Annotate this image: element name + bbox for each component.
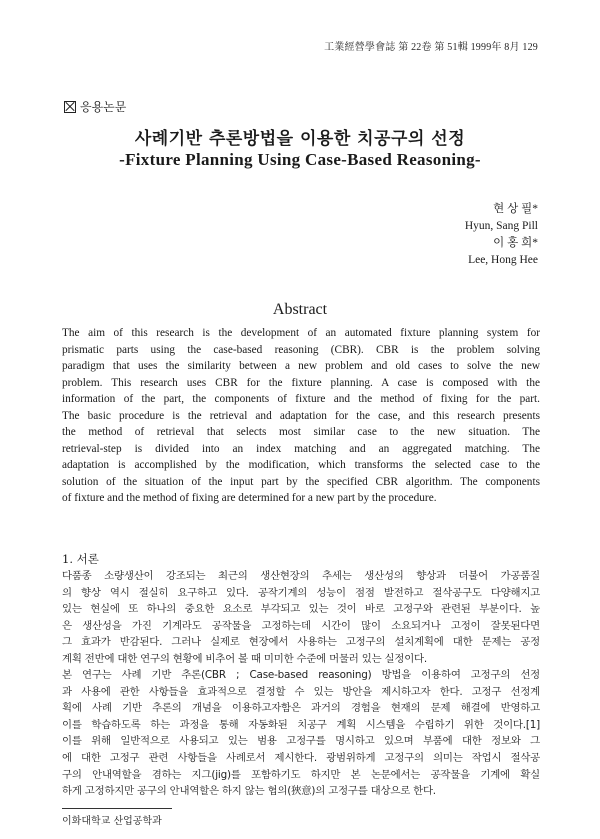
title-english: -Fixture Planning Using Case-Based Reasoning- [119, 150, 481, 169]
author-name: 이 홍 희* [493, 237, 538, 249]
abstract-line: solution of the situation of the input part by the specified CBR algorithm. The components [62, 475, 540, 488]
intro-line: 본 연구는 사례 기반 추론(CBR ; Case-based reasoning) 방법을 이용하여 고정구의 선정 [62, 669, 540, 682]
intro-line: 다품종 소량생산이 강조되는 최근의 생산현장의 추세는 생산성의 향상과 더불어 가공품질 [62, 570, 540, 582]
intro-line: 이를 학습하도록 하는 과정을 통해 자동화된 치공구 계획 시스템을 수립하기 위한 것이다.[1] [62, 718, 540, 731]
author-name: 현 상 필* [493, 203, 538, 215]
intro-line: 있는 현실에 또 하나의 중요한 요소로 부각되고 있는 것이 바로 고정구와 관련된 부분이다. 높 [62, 603, 540, 616]
intro-line: 의 향상 역시 절실히 요구하고 있다. 공작기계의 성능이 점점 발전하고 절삭공구도 다양해지고 [62, 586, 540, 599]
footnote-rule [62, 808, 172, 809]
section-heading-introduction: 1. 서론 [62, 552, 99, 566]
intro-line: 이를 위해 일반적으로 사용되고 있는 범용 고정구를 명시하고 있으며 부품에 대한 정보와 그 [62, 735, 540, 748]
intro-line: 획에 사례 기반 추론의 개념을 이용하고자함은 과거의 경험을 현재의 문제 해결에 반영하고 [62, 702, 540, 715]
intro-line: 계획 전반에 대한 연구의 현황에 비추어 볼 때 미미한 수준에 머물러 있는 실정이다. [62, 652, 427, 665]
abstract-line: information of the part, the components of fixture and the method of fixing for the part. [62, 393, 540, 406]
boxed-x-icon [64, 101, 76, 113]
abstract-line: The aim of this research is the development of an automated fixture planning system for [62, 327, 540, 339]
abstract-line: prismatic parts using the case-based reasoning (CBR). CBR is the problem solving [62, 343, 540, 356]
author-name: Lee, Hong Hee [468, 254, 538, 266]
section-label [64, 98, 126, 115]
intro-line: 은 생산성을 가진 기계라도 공작물을 고정하는데 시간이 많이 소요되거나 고정이 잘못된다면 [62, 619, 540, 632]
author-block [465, 201, 538, 269]
introduction-body [62, 568, 540, 800]
running-header: 工業經營學會誌 第 22卷 第 51輯 1999年 8月 129 [324, 42, 538, 53]
section-label-text: 응용논문 [80, 100, 127, 114]
abstract-heading: Abstract [272, 301, 328, 318]
title-korean: 사례기반 추론방법을 이용한 치공구의 선정 [134, 129, 466, 149]
abstract-line: the method of retrieval that selects most similar case to the new situation. The [62, 426, 540, 439]
intro-line: 구의 안내역할을 겸하는 지그(jig)를 포함하기도 하지만 본 논문에서는 공작물을 기계에 확실 [62, 768, 540, 781]
footnote: 이화대학교 산업공학과 [62, 816, 162, 827]
abstract-line: adaptation is accomplished by the modification, which transforms the selected case to the [62, 459, 540, 472]
abstract-line: paradigm that uses the similarity between a new problem and old cases to solve the new [62, 360, 540, 373]
abstract-line: retrieval-step is divided into an index matching and an aggregated matching. The [62, 442, 540, 455]
author-name: Hyun, Sang Pill [464, 220, 538, 232]
abstract-body [62, 325, 540, 507]
abstract-line: The basic procedure is the retrieval and adaptation for the case, and this research presents [62, 409, 540, 422]
abstract-line: of fixture and the method of fixing are determined for a new part by the procedure. [62, 492, 437, 505]
abstract-line: problem. This research uses CBR for the fixture planning. A case is composed with the [62, 376, 540, 389]
intro-line: 에 대한 고정구 관련 사항들을 사례로서 제시한다. 광범위하게 고정구의 의미는 작업시 절삭공 [62, 752, 540, 765]
intro-line: 과 사용에 관한 사항들을 효과적으로 결정할 수 있는 방안을 제시하고자 한다. 고정구 선정계 [62, 685, 540, 698]
intro-line: 하게 고정하지만 공구의 안내역할은 하지 않는 협의(狹意)의 고정구를 대상으로 한다. [62, 785, 436, 798]
intro-line: 그 효과가 반감된다. 그러나 실제로 현장에서 사용하는 고정구의 설치계획에 대한 문제는 공정 [62, 636, 540, 649]
